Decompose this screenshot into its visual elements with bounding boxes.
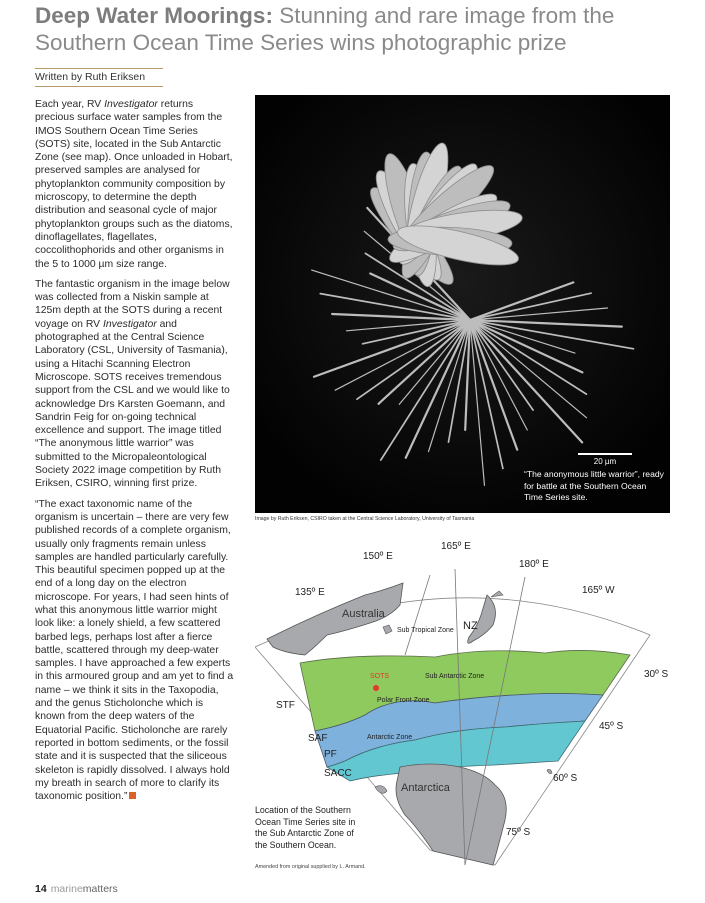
p2-text-a: The fantastic organism in the image below was collected from a Niskin sample at 125m depth at the SOTS during a recent voyage on RV [35,278,230,330]
front-sacc: SACC [324,768,352,779]
article-body [35,98,235,810]
brand-marine: marine [50,883,83,895]
organism-illustration [255,95,670,513]
p1-text-a: Each year, RV [35,99,105,110]
paragraph-1 [35,98,235,271]
scale-bar [578,453,632,466]
headline-rest: Stunning and rare image from the Southern Ocean Time Series wins photographic prize [35,3,615,55]
headline-lead: Deep Water Moorings: [35,3,273,28]
p1-text-b: returns precious surface water samples from the IMOS Southern Ocean Time Series (SOTS) site, located in the Sub Antarctic Zone (see map). Once unloaded in Hobart, preserved samples are analysed for phytoplankton community composition by microscopy, to determine the depth distribution and seasonal cycle of major phytoplankton groups such as the diatoms, dinoflagellates, flagellates, coccolithophorids and other organisms in the 5 to 1000 µm size range. [35,99,233,270]
scale-label: 20 µm [593,457,617,466]
front-stf: STF [276,700,295,711]
page-number: 14 [35,883,47,895]
photo-credit: Image by Ruth Eriksen, CSIRO taken at the Central Science Laboratory, University of Tasmania [255,516,475,522]
label-australia: Australia [342,608,385,620]
front-saf: SAF [308,733,328,744]
sots-label: SOTS [370,673,390,680]
map-credit: Amended from original supplied by L. Armand. [255,864,366,870]
lat-30s: 30º S [644,669,669,680]
page-footer [35,883,118,895]
brand-matters: matters [82,883,118,895]
p1-vessel-name: Investigator [104,99,158,110]
lon-165w: 165º W [582,585,615,596]
end-mark-icon [129,792,136,799]
label-sub-antarctic-zone: Sub Antarctic Zone [425,673,485,680]
lat-75s: 75º S [506,827,531,838]
lat-60s: 60º S [553,773,578,784]
photo-caption: “The anonymous little warrior”, ready for battle at the Southern Ocean Time Series site. [524,469,664,502]
lat-45s: 45º S [599,721,624,732]
lon-165e: 165º E [441,541,471,552]
p2-text-b: and photographed at the Central Science Laboratory (CSL, University of Tasmania), using a Hitachi Scanning Electron Microscope. SOTS receives tremendous support from the CSL and we would like to acknowledge Drs Karsten Goemann, and Sandrin Feig for on-going technical excellence and support. The image titled “The anonymous little warrior” was submitted to the Micropaleontological Society 2022 image competition by Ruth Eriksen, CSIRO, winning first prize. [35,318,230,490]
label-nz: NZ [463,620,478,632]
lon-135e: 135º E [295,587,325,598]
p3-text: “The exact taxonomic name of the organism is uncertain – there are very few published records of a complete organism, usually only fragments remain unless samples are handled particularly carefully. This beautiful specimen popped up at the end of a long day on the electron microscope. For years, I had seen hints of what this anonymous little warrior might look like: a lonely shield, a few scattered barbed legs, perhaps lost after a fierce battle, scattered through my deep-water samples. I have approached a few experts in this armoured group and am yet to find a name – we think it sits in the Taxopodia, and the genus Sticholonche which is known from the deep waters of the Equatorial Pacific. Sticholonche are rarely reported in bottom sediments, or the fossil state and it is suspected that the siliceous skeleton is rapidly dissolved. I always hold my breath in search of more to clarify its taxonomic position.” [35,498,234,803]
lon-150e: 150º E [363,551,393,562]
lon-180e: 180º E [519,559,549,570]
sem-photo [255,95,670,513]
article-headline [35,2,675,56]
map-caption: Location of the Southern Ocean Time Series site in the Sub Antarctic Zone of the Southern Ocean. [255,805,356,850]
p2-vessel-name: Investigator [102,318,157,330]
label-sub-tropical-zone: Sub Tropical Zone [397,627,454,634]
sots-site-marker [373,685,379,691]
label-antarctica: Antarctica [401,782,450,794]
paragraph-2 [35,278,235,491]
label-polar-front-zone: Polar Front Zone [377,697,430,704]
front-pf: PF [324,749,337,760]
byline: Written by Ruth Eriksen [35,68,163,87]
label-antarctic-zone: Antarctic Zone [367,734,413,741]
paragraph-3 [35,498,235,804]
